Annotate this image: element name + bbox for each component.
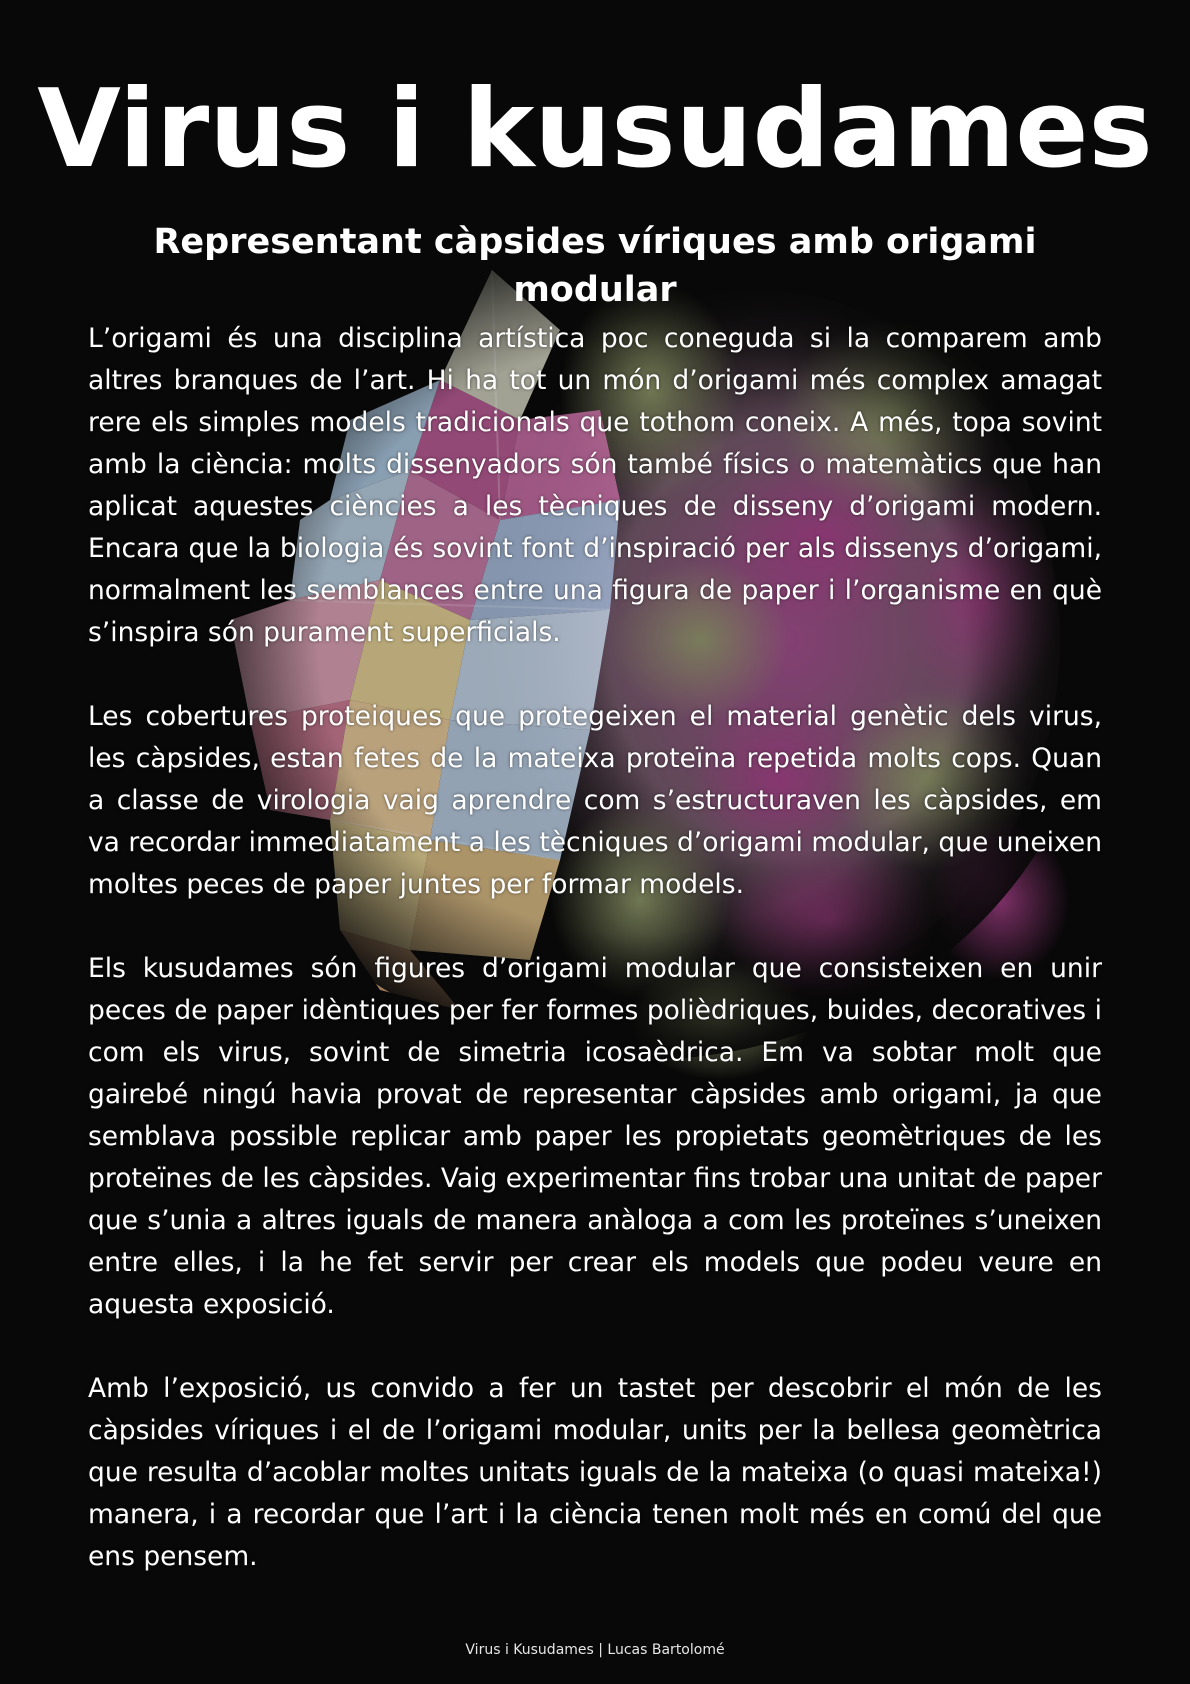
poster-subtitle: Representant càpsides víriques amb origami modular [153, 222, 1037, 310]
paragraph-kusudames: Els kusudames són figures d’origami modular que consisteixen en unir peces de paper idèntiques per fer formes polièdriques, buides, decoratives i com els virus, sovint de simetria icosaèdrica. Em va sobtar molt que gairebé ningú havia provat de representar càpsides amb origami, ja que semblava possible replicar amb paper les propietats geomètriques de les proteïnes de les càpsides. Vaig experimentar fins trobar una unitat de paper que s’unia a altres iguals de manera anàloga a com les proteïnes s’uneixen entre elles, i la he fet servir per crear els models que podeu veure en aquesta exposició. [88, 953, 1102, 1320]
body-text [88, 318, 1102, 1620]
paragraph-exposicio: Amb l’exposició, us convido a fer un tastet per descobrir el món de les càpsides víriques i el de l’origami modular, units per la bellesa geomètrica que resulta d’acoblar moltes unitats iguals de la mateixa (o quasi mateixa!) manera, i a recordar que l’art i la ciència tenen molt més en comú del que ens pensem. [88, 1373, 1102, 1572]
poster-title: Virus i kusudames [37, 67, 1153, 192]
paragraph-capsides: Les cobertures proteiques que protegeixen el material genètic dels virus, les càpsides, estan fetes de la mateixa proteïna repetida molts cops. Quan a classe de virologia vaig aprendre com s’estructuraven les càpsides, em va recordar immediatament a les tècniques d’origami modular, que uneixen moltes peces de paper juntes per formar models. [88, 701, 1102, 900]
paragraph-origami-intro: L’origami és una disciplina artística poc coneguda si la comparem amb altres branques de l’art. Hi ha tot un món d’origami més complex amagat rere els simples models tradicionals que tothom coneix. A més, topa sovint amb la ciència: molts dissenyadors són també físics o matemàtics que han aplicat aquestes ciències a les tècniques de disseny d’origami modern. Encara que la biologia és sovint font d’inspiració per als dissenys d’origami, normalment les semblances entre una figura de paper i l’organisme en què s’inspira són purament superficials. [88, 323, 1102, 648]
footer-credit: Virus i Kusudames | Lucas Bartolomé [465, 1642, 725, 1658]
